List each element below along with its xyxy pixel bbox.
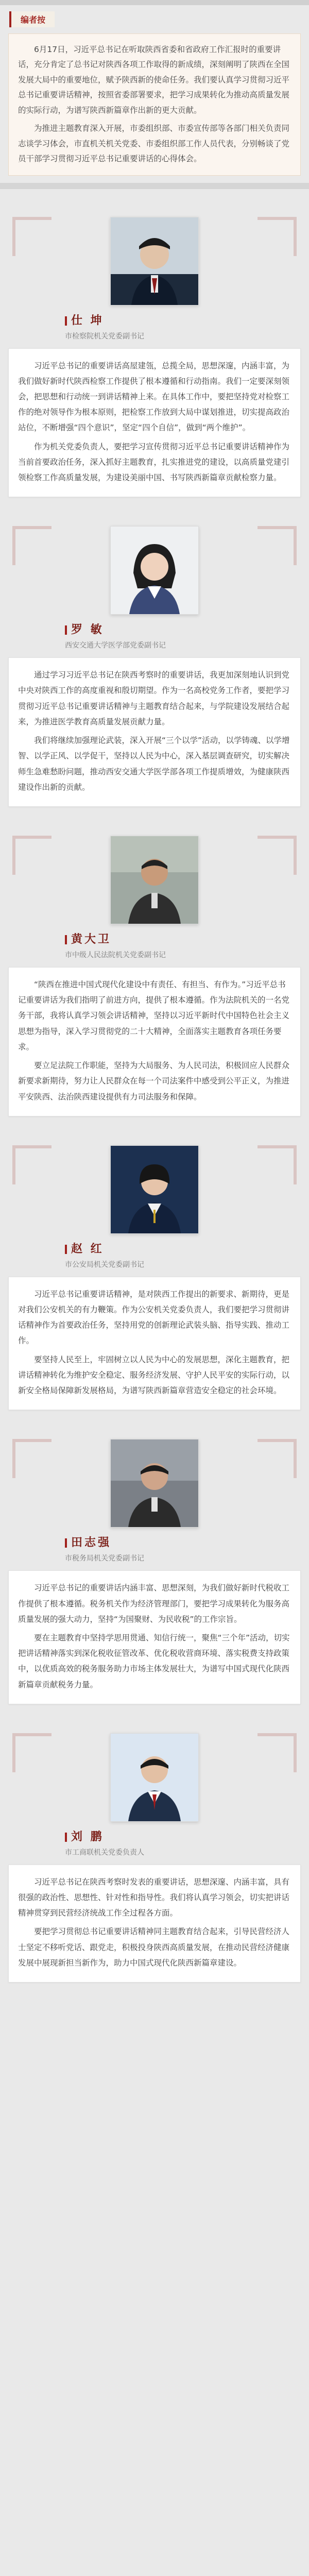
section-gap xyxy=(0,807,309,832)
profile-card xyxy=(8,522,301,807)
portrait-icon xyxy=(111,217,198,305)
quote-card xyxy=(8,657,301,807)
section-gap xyxy=(0,497,309,522)
intro-block xyxy=(8,33,301,176)
profile-name xyxy=(65,1534,301,1550)
profile-card xyxy=(8,213,301,498)
quote-paragraph: 习近平总书记的重要讲话内涵丰富、思想深刻，为我们做好新时代税收工作提供了根本遵循。税务机关作为经济管理部门，要把学习成果转化为服务高质量发展的强大动力，坚持“为国聚财、为民收税”的工作宗旨。 xyxy=(18,1583,290,1624)
photo-corner-decoration xyxy=(12,1733,52,1772)
quote-card xyxy=(8,1865,301,1982)
quote-paragraph: 要坚持人民至上，牢固树立以人民为中心的发展思想，深化主题教育，把讲话精神转化为维护安全稳定、服务经济发展、守护人民平安的实际行动，以新安全格局保障新发展格局，为谱写陕西新篇章营造安全稳定的社会环境。 xyxy=(18,1354,290,1396)
profile-photo xyxy=(110,1145,199,1234)
profile-photo xyxy=(110,1439,199,1528)
top-strip xyxy=(0,0,309,5)
photo-area xyxy=(8,1145,301,1233)
profile-title: 市检察院机关党委副书记 xyxy=(65,332,144,341)
photo-corner-decoration xyxy=(258,836,297,875)
profile-name xyxy=(65,1240,301,1256)
quote-paragraph: 习近平总书记的重要讲话高屋建瓴，总揽全局，思想深邃，内涵丰富，为我们做好新时代陕西检察工作提供了根本遵循和行动指南。我们一定要深刻领会，把思想和行动统一到讲话精神上来。在具体工作中，要把坚持党对检察工作的绝对领导作为根本原则，把检察工作放到大局中谋划推进，切实提高政治站位，不断增强“四个意识”，坚定“四个自信”，做到“两个维护”。 xyxy=(18,361,290,433)
photo-area xyxy=(8,1439,301,1527)
profile-title: 市公安局机关党委副书记 xyxy=(65,1260,144,1269)
profile-photo xyxy=(110,217,199,306)
editor-note-tag: 编者按 xyxy=(9,11,55,27)
section-gap xyxy=(0,1704,309,1729)
quote-card xyxy=(8,348,301,498)
profile-name xyxy=(65,1828,301,1844)
profile-card xyxy=(8,1435,301,1704)
section-gap xyxy=(0,1410,309,1435)
quote-paragraph: 习近平总书记重要讲话精神，是对陕西工作提出的新要求、新期待，更是对我们公安机关的有力鞭策。作为公安机关党委负责人，我们要把学习贯彻讲话精神作为首要政治任务，坚持用党的创新理论武装头脑、指导实践、推动工作。 xyxy=(18,1289,290,1346)
photo-corner-decoration xyxy=(258,1439,297,1478)
portrait-icon xyxy=(111,1734,198,1821)
profile-name xyxy=(65,621,301,637)
profile-card xyxy=(8,832,301,1116)
photo-area xyxy=(8,1733,301,1821)
quote-card xyxy=(8,967,301,1116)
profile-name-text: 仕 坤 xyxy=(71,314,104,327)
photo-corner-decoration xyxy=(258,1733,297,1772)
section-gap xyxy=(0,1116,309,1141)
profile-name-text: 罗 敏 xyxy=(71,623,104,637)
photo-corner-decoration xyxy=(12,1145,52,1184)
profile-card xyxy=(8,1141,301,1411)
name-accent-bar xyxy=(65,1833,67,1842)
quote-paragraph: “陕西在推进中国式现代化建设中有责任、有担当、有作为。”习近平总书记重要讲话为我们指明了前进方向，提供了根本遵循。作为法院机关的一名党务干部，我将认真学习领会讲话精神，坚持以习近平新时代中国特色社会主义思想为指导，深入学习贯彻党的二十大精神，全面落实主题教育各项任务要求。 xyxy=(18,980,290,1052)
quote-paragraph: 作为机关党委负责人，要把学习宣传贯彻习近平总书记重要讲话精神作为当前首要政治任务，深入抓好主题教育，扎实推进党的建设，以高质量党建引领检察工作高质量发展，为建设美丽中国、书写陕西新篇章贡献检察力量。 xyxy=(18,442,290,483)
profile-name-text: 黄大卫 xyxy=(71,933,112,946)
profile-name xyxy=(65,930,301,946)
photo-area xyxy=(8,836,301,923)
profile-photo xyxy=(110,526,199,615)
name-accent-bar xyxy=(65,1245,67,1254)
portrait-icon xyxy=(111,1146,198,1233)
profile-title: 西安交通大学医学部党委副书记 xyxy=(65,641,166,650)
profile-title: 市税务局机关党委副书记 xyxy=(65,1554,144,1563)
photo-area xyxy=(8,217,301,304)
quote-paragraph: 要在主题教育中坚持学思用贯通、知信行统一，聚焦“三个年”活动，切实把讲话精神落实到深化税收征管改革、优化税收营商环境、落实税费支持政策中，以优质高效的税务服务助力市场主体发展壮大，为谱写中国式现代化陕西新篇章贡献税务力量。 xyxy=(18,1633,290,1689)
photo-corner-decoration xyxy=(258,217,297,256)
quote-card xyxy=(8,1570,301,1704)
name-accent-bar xyxy=(65,935,67,944)
profile-name-text: 田志强 xyxy=(71,1536,112,1550)
photo-corner-decoration xyxy=(12,1439,52,1478)
photo-corner-decoration xyxy=(258,1145,297,1184)
profile-name-text: 赵 红 xyxy=(71,1242,104,1256)
photo-area xyxy=(8,526,301,614)
photo-corner-decoration xyxy=(258,526,297,565)
portrait-icon xyxy=(111,527,198,614)
name-accent-bar xyxy=(65,316,67,326)
section-divider xyxy=(0,183,309,189)
profile-name-text: 刘 鹏 xyxy=(71,1830,104,1843)
quote-paragraph: 通过学习习近平总书记在陕西考察时的重要讲话，我更加深刻地认识到党中央对陕西工作的高度重视和殷切期望。作为一名高校党务工作者，要把学习贯彻习近平总书记重要讲话精神与主题教育结合起来，与学院建设发展结合起来，为推进医学教育高质量发展贡献力量。 xyxy=(18,670,290,726)
photo-corner-decoration xyxy=(12,217,52,256)
profile-card xyxy=(8,1729,301,1982)
photo-corner-decoration xyxy=(12,836,52,875)
name-accent-bar xyxy=(65,625,67,635)
profile-photo xyxy=(110,836,199,924)
quote-paragraph: 我们将继续加强理论武装，深入开展“三个以学”活动，以学铸魂、以学增智、以学正风、以学促干，坚持以人民为中心，深入基层调查研究，切实解决师生急难愁盼问题，推动西安交通大学医学部各项工作提质增效，为健康陕西建设作出新的贡献。 xyxy=(18,736,290,792)
profile-title: 市中级人民法院机关党委副书记 xyxy=(65,951,166,959)
intro-paragraph: 6月17日，习近平总书记在听取陕西省委和省政府工作汇报时的重要讲话，充分肯定了总书记对陕西各项工作取得的新成绩，深刻阐明了陕西在全国发展大局中的重要地位，赋予陕西新的使命任务。我们要认真学习贯彻习近平总书记重要讲话精神，按照省委部署要求，把学习成果转化为推动高质量发展的实际行动，为谱写陕西新篇章作出新的更大贡献。 xyxy=(18,45,290,115)
quote-paragraph: 习近平总书记在陕西考察时发表的重要讲话，思想深邃、内涵丰富，具有很强的政治性、思想性、针对性和指导性。我们将认真学习领会，切实把讲话精神贯穿到民营经济统战工作全过程各方面。 xyxy=(18,1877,290,1918)
intro-paragraph: 为推进主题教育深入开展，市委组织部、市委宣传部等各部门相关负责同志谈学习体会，市直机关机关党委、市委组织部工作人员代表，分别畅谈了党员干部学习贯彻习近平总书记重要讲话的心得体会。 xyxy=(18,124,290,164)
quote-paragraph: 要立足法院工作职能，坚持为大局服务、为人民司法，积极回应人民群众新要求新期待，努力让人民群众在每一个司法案件中感受到公平正义，为推进平安陕西、法治陕西建设提供有力司法服务和保障。 xyxy=(18,1061,290,1101)
name-accent-bar xyxy=(65,1538,67,1548)
profile-title: 市工商联机关党委负责人 xyxy=(65,1848,144,1857)
quote-card xyxy=(8,1277,301,1411)
profile-name xyxy=(65,312,301,328)
photo-corner-decoration xyxy=(12,526,52,565)
portrait-icon xyxy=(111,836,198,924)
quote-paragraph: 要把学习贯彻总书记重要讲话精神同主题教育结合起来，引导民营经济人士坚定不移听党话、跟党走，积极投身陕西高质量发展，在推动民营经济健康发展中展现新担当新作为，助力中国式现代化陕西新篇章建设。 xyxy=(18,1927,290,1968)
portrait-icon xyxy=(111,1439,198,1527)
profile-photo xyxy=(110,1733,199,1822)
